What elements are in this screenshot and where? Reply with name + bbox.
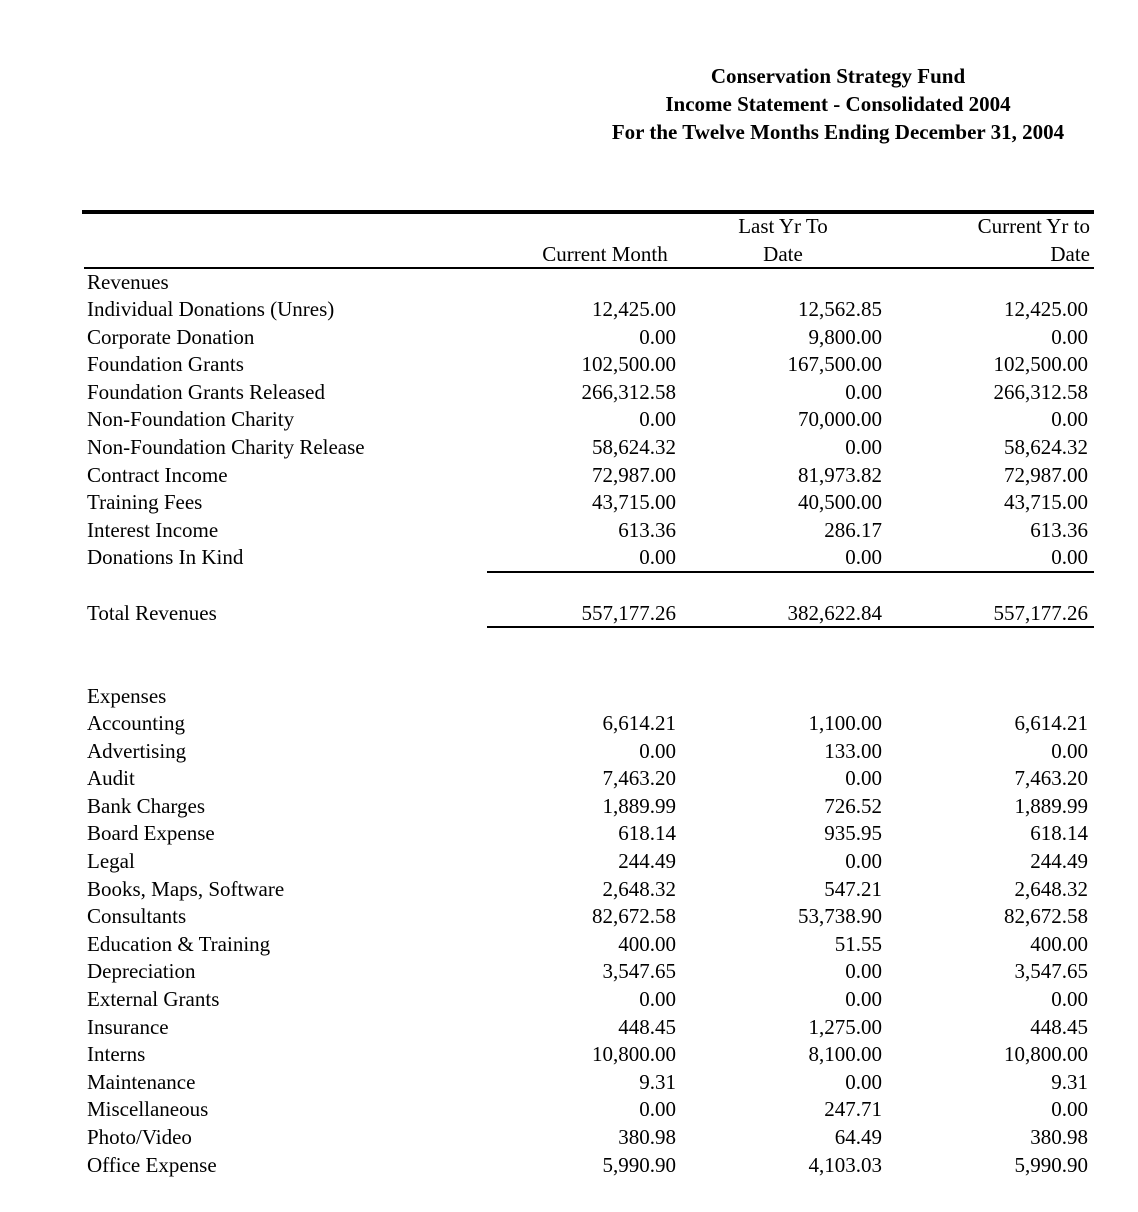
- row-label: Photo/Video: [87, 1125, 192, 1149]
- last-yr-value: 935.95: [824, 821, 882, 846]
- last-yr-value: 9,800.00: [808, 324, 882, 349]
- current-month-value: 0.00: [639, 545, 676, 570]
- current-yr-value: 618.14: [1030, 821, 1088, 846]
- current-month-value: 380.98: [618, 1125, 676, 1149]
- expenses-heading: Expenses: [87, 684, 167, 708]
- col-current-yr-to-date: [930, 212, 1090, 268]
- table-row: [0, 1041, 1138, 1068]
- current-month-value: 82,672.58: [592, 904, 676, 929]
- current-month-value: 3,547.65: [602, 959, 676, 984]
- table-row: [0, 1069, 1138, 1096]
- table-row: [0, 765, 1138, 792]
- current-month-value: 0.00: [639, 1097, 676, 1122]
- col-current-month: [530, 240, 680, 268]
- last-yr-value: 70,000.00: [798, 407, 882, 432]
- current-yr-value: 6,614.21: [1014, 711, 1088, 735]
- last-yr-value: 51.55: [834, 931, 882, 956]
- table-row: [0, 710, 1138, 737]
- row-label: Interest Income: [87, 517, 219, 542]
- row-label: Foundation Grants: [87, 352, 244, 377]
- current-month-value: 9.31: [639, 1069, 676, 1094]
- last-yr-value: 8,100.00: [808, 1042, 882, 1067]
- current-month-value: 12,425.00: [592, 297, 676, 321]
- last-yr-value: 286.17: [824, 517, 882, 542]
- table-row: [0, 1152, 1138, 1179]
- current-yr-value: 613.36: [1030, 517, 1088, 542]
- total-revenues-label: Total Revenues: [87, 601, 217, 625]
- current-month-value: 400.00: [618, 931, 676, 956]
- table-row: [0, 462, 1138, 489]
- table-row: [0, 517, 1138, 544]
- column-header-rule: [84, 267, 1094, 269]
- row-label: Non-Foundation Charity: [87, 407, 295, 432]
- last-yr-value: 1,100.00: [808, 711, 882, 735]
- row-label: Non-Foundation Charity Release: [87, 435, 365, 459]
- current-yr-value: 10,800.00: [1004, 1042, 1088, 1067]
- col-last-yr-label-1: Last Yr To: [738, 214, 828, 238]
- row-label: Corporate Donation: [87, 324, 255, 349]
- current-yr-value: 58,624.32: [1004, 435, 1088, 459]
- table-row: [0, 406, 1138, 433]
- row-label: Maintenance: [87, 1069, 196, 1094]
- current-yr-value: 448.45: [1030, 1014, 1088, 1039]
- last-yr-value: 0.00: [845, 435, 882, 459]
- table-row: [0, 489, 1138, 516]
- row-label: Contract Income: [87, 462, 228, 487]
- table-row: [0, 793, 1138, 820]
- table-row: [0, 903, 1138, 930]
- current-yr-value: 0.00: [1051, 545, 1088, 570]
- current-month-value: 613.36: [618, 517, 676, 542]
- last-yr-value: 1,275.00: [808, 1014, 882, 1039]
- current-yr-value: 5,990.90: [1014, 1152, 1088, 1177]
- current-yr-value: 400.00: [1030, 931, 1088, 956]
- table-row: [0, 351, 1138, 378]
- last-yr-value: 0.00: [845, 1069, 882, 1094]
- current-yr-value: 12,425.00: [1004, 297, 1088, 321]
- current-month-value: 448.45: [618, 1014, 676, 1039]
- row-label: Consultants: [87, 904, 187, 929]
- current-yr-value: 43,715.00: [1004, 490, 1088, 515]
- last-yr-value: 0.00: [845, 987, 882, 1011]
- last-yr-value: 12,562.85: [798, 297, 882, 321]
- period-line: For the Twelve Months Ending December 31, 2004: [611, 120, 1065, 144]
- last-yr-value: 167,500.00: [787, 352, 882, 377]
- row-label: Bank Charges: [87, 793, 206, 818]
- table-row: [0, 379, 1138, 406]
- statement-title: Income Statement - Consolidated 2004: [665, 92, 1011, 116]
- current-yr-value: 3,547.65: [1014, 959, 1088, 984]
- total-revenues-current-month: 557,177.26: [581, 601, 676, 625]
- table-row: [0, 1014, 1138, 1041]
- table-row: [0, 986, 1138, 1013]
- current-month-value: 43,715.00: [592, 490, 676, 515]
- last-yr-value: 81,973.82: [798, 462, 882, 487]
- total-revenues-rule: [487, 626, 1094, 628]
- table-row: [0, 820, 1138, 847]
- current-yr-value: 0.00: [1051, 324, 1088, 349]
- row-label: Board Expense: [87, 821, 215, 846]
- current-month-value: 6,614.21: [602, 711, 676, 735]
- row-label: Office Expense: [87, 1152, 217, 1177]
- row-label: External Grants: [87, 987, 220, 1011]
- row-label: Education & Training: [87, 931, 271, 956]
- total-revenues-current-yr: 557,177.26: [993, 601, 1088, 625]
- current-yr-value: 9.31: [1051, 1069, 1088, 1094]
- current-yr-value: 72,987.00: [1004, 462, 1088, 487]
- current-month-value: 0.00: [639, 407, 676, 432]
- table-row: [0, 848, 1138, 875]
- total-revenues-last-yr: 382,622.84: [787, 601, 882, 625]
- current-month-value: 102,500.00: [581, 352, 676, 377]
- col-current-yr-label-1: Current Yr to: [977, 214, 1090, 238]
- last-yr-value: 0.00: [845, 545, 882, 570]
- current-month-value: 2,648.32: [602, 876, 676, 901]
- current-month-value: 244.49: [618, 849, 676, 873]
- last-yr-value: 4,103.03: [808, 1152, 882, 1177]
- row-label: Foundation Grants Released: [87, 379, 325, 404]
- table-row: [0, 1096, 1138, 1123]
- current-month-value: 7,463.20: [602, 766, 676, 791]
- current-month-value: 618.14: [618, 821, 676, 846]
- last-yr-value: 247.71: [824, 1097, 882, 1122]
- current-yr-value: 0.00: [1051, 407, 1088, 432]
- current-yr-value: 7,463.20: [1014, 766, 1088, 791]
- row-label: Legal: [87, 849, 135, 873]
- current-yr-value: 266,312.58: [993, 379, 1088, 404]
- table-row: [0, 324, 1138, 351]
- current-month-value: 0.00: [639, 324, 676, 349]
- last-yr-value: 0.00: [845, 379, 882, 404]
- current-yr-value: 0.00: [1051, 1097, 1088, 1122]
- col-current-yr-label-2: Date: [1050, 242, 1090, 266]
- current-yr-value: 1,889.99: [1014, 793, 1088, 818]
- current-yr-value: 244.49: [1030, 849, 1088, 873]
- row-label: Insurance: [87, 1014, 169, 1039]
- report-header: [560, 62, 1116, 146]
- last-yr-value: 547.21: [824, 876, 882, 901]
- current-yr-value: 0.00: [1051, 987, 1088, 1011]
- current-month-value: 0.00: [639, 738, 676, 763]
- table-row: [0, 544, 1138, 571]
- current-yr-value: 0.00: [1051, 738, 1088, 763]
- table-row: [0, 958, 1138, 985]
- current-month-value: 266,312.58: [581, 379, 676, 404]
- row-label: Advertising: [87, 738, 187, 763]
- table-row: [0, 296, 1138, 323]
- org-name: Conservation Strategy Fund: [710, 64, 966, 88]
- current-month-value: 0.00: [639, 987, 676, 1011]
- col-current-month-label: Current Month: [542, 242, 668, 266]
- table-row: [0, 931, 1138, 958]
- row-label: Accounting: [87, 711, 185, 735]
- table-row: [0, 1124, 1138, 1151]
- row-label: Training Fees: [87, 490, 203, 515]
- revenues-subtotal-rule: [487, 571, 1094, 573]
- last-yr-value: 0.00: [845, 849, 882, 873]
- row-label: Books, Maps, Software: [87, 876, 285, 901]
- current-month-value: 10,800.00: [592, 1042, 676, 1067]
- row-label: Interns: [87, 1042, 146, 1067]
- col-last-yr-to-date: [680, 212, 886, 268]
- last-yr-value: 726.52: [824, 793, 882, 818]
- current-month-value: 72,987.00: [592, 462, 676, 487]
- row-label: Audit: [87, 766, 135, 791]
- current-month-value: 58,624.32: [592, 435, 676, 459]
- revenues-heading: Revenues: [87, 270, 169, 294]
- last-yr-value: 0.00: [845, 959, 882, 984]
- current-month-value: 1,889.99: [602, 793, 676, 818]
- current-yr-value: 102,500.00: [993, 352, 1088, 377]
- current-yr-value: 2,648.32: [1014, 876, 1088, 901]
- table-row: [0, 434, 1138, 461]
- last-yr-value: 133.00: [824, 738, 882, 763]
- current-yr-value: 380.98: [1030, 1125, 1088, 1149]
- row-label: Depreciation: [87, 959, 196, 984]
- col-last-yr-label-2: Date: [763, 242, 803, 266]
- current-month-value: 5,990.90: [602, 1152, 676, 1177]
- table-row: [0, 738, 1138, 765]
- row-label: Donations In Kind: [87, 545, 244, 570]
- table-row: [0, 876, 1138, 903]
- total-revenues-row: [0, 600, 1138, 627]
- row-label: Individual Donations (Unres): [87, 297, 335, 321]
- last-yr-value: 64.49: [834, 1125, 882, 1149]
- last-yr-value: 0.00: [845, 766, 882, 791]
- current-yr-value: 82,672.58: [1004, 904, 1088, 929]
- last-yr-value: 40,500.00: [798, 490, 882, 515]
- last-yr-value: 53,738.90: [798, 904, 882, 929]
- row-label: Miscellaneous: [87, 1097, 209, 1122]
